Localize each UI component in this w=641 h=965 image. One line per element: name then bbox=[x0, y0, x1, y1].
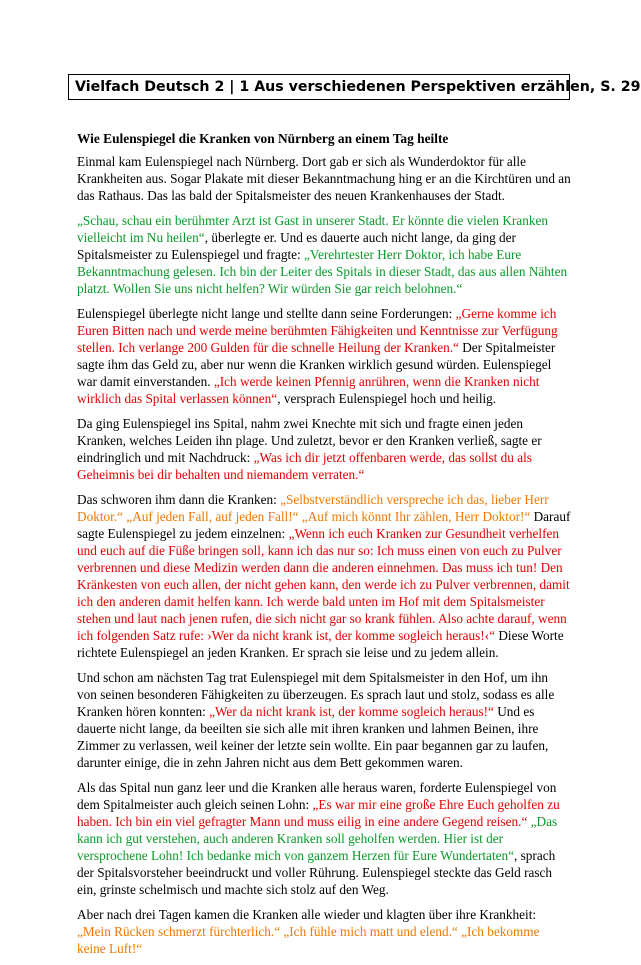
spitalsmeister-speech: „Das kann ich gut verstehen, auch anderen Kranken soll geholfen werden. Hier ist der versprochene Lohn! Ich bedanke mich von ganzem Herzen für Eure Wundertaten“ bbox=[77, 814, 558, 863]
kranke-speech: „Selbstverständlich verspreche ich das, lieber Herr Doktor.“ „Auf jeden Fall, auf jeden Fall!“ „Auf mich könnt Ihr zählen, Herr Doktor!“ bbox=[77, 492, 549, 524]
story-paragraph bbox=[77, 669, 571, 771]
narration-text: Eulenspiegel überlegte nicht lange und stellte dann seine Forderungen: bbox=[77, 306, 456, 321]
worksheet-header: Vielfach Deutsch 2 | 1 Aus verschiedenen Perspektiven erzählen, S. 29 bbox=[68, 74, 570, 100]
narration-text: Da ging Eulenspiegel ins Spital, nahm zwei Knechte mit sich und fragte einen jeden Kranken, welches Leiden ihn plage. Und zuletzt, bevor er den Kranken verließ, sagte er eindringlich und mit Nachdruck: bbox=[77, 416, 542, 465]
story-paragraph bbox=[77, 415, 571, 483]
spitalsmeister-speech: „Schau, schau ein berühmter Arzt ist Gast in unserer Stadt. Er könnte die vielen Kranken vielleicht im Nu heilen“ bbox=[77, 213, 548, 245]
narration-text: Der Spitalmeister sagte ihm das Geld zu, aber nur wenn die Kranken wirklich gesund würden. Eulenspiegel war damit einverstanden. bbox=[77, 340, 556, 389]
narration-text: Aber nach drei Tagen kamen die Kranken alle wieder und klagten über ihre Krankheit: bbox=[77, 907, 537, 922]
eulenspiegel-speech: „Wenn ich euch Kranken zur Gesundheit verhelfen und euch auf die Füße bringen soll, kann ich das nur so: Ich muss einen von euch zu Pulver verbrennen und diese Medizin werden dann die anderen einnehmen. Das muss ich tun! Den Kränkesten von euch allen, der nicht gehen kann, den werde ich zu Pulver verbrennen, damit ich den anderen damit helfen kann. Ich werde bald unten im Hof mit dem Spitalsmeister stehen und laut nach jenen rufen, die sich nicht gar so krank fühlen. Also achte darauf, wenn ich folgenden Satz rufe: ›Wer da nicht krank ist, der komme sogleich heraus!‹“ bbox=[77, 526, 570, 643]
story-paragraph bbox=[77, 212, 571, 297]
narration-text: Diese Worte richtete Eulenspiegel an jeden Kranken. Er sprach sie leise und zu jedem allein. bbox=[77, 628, 564, 660]
story-title: Wie Eulenspiegel die Kranken von Nürnberg an einem Tag heilte bbox=[77, 131, 449, 146]
story-paragraphs bbox=[77, 153, 571, 957]
story-paragraph bbox=[77, 906, 571, 957]
eulenspiegel-speech: „Ich werde keinen Pfennig anrühren, wenn die Kranken nicht wirklich das Spital verlassen können“ bbox=[77, 374, 540, 406]
narration-text: Als das Spital nun ganz leer und die Kranken alle heraus waren, forderte Eulenspiegel von dem Spitalmeister auch gleich seinen Lohn: bbox=[77, 780, 557, 812]
eulenspiegel-speech: „Es war mir eine große Ehre Euch geholfen zu haben. Ich bin ein viel gefragter Mann und muss eilig in eine andere Gegend reisen.“ bbox=[77, 797, 560, 829]
narration-text: Darauf sagte Eulenspiegel zu jedem einzelnen: bbox=[77, 509, 571, 541]
kranke-speech: „Mein Rücken schmerzt fürchterlich.“ „Ich fühle mich matt und elend.“ „Ich bekomme keine Luft!“ bbox=[77, 924, 540, 956]
narration-text: , versprach Eulenspiegel hoch und heilig. bbox=[277, 391, 497, 406]
story-paragraph bbox=[77, 153, 571, 204]
narration-text: Und es dauerte nicht lange, da beeilten sie sich alle mit ihren kranken und lahmen Beinen, ihre Zimmer zu verlassen, weil keiner der letzte sein wollte. Ein paar begannen gar zu laufen, darunter einige, die in zehn Jahren nicht aus dem Bett gekommen waren. bbox=[77, 704, 549, 770]
narration-text: Und schon am nächsten Tag trat Eulenspiegel mit dem Spitalsmeister in den Hof, um ihn von seinen besonderen Fähigkeiten zu überzeugen. Es sprach laut und stolz, sodass es alle Kranken hören konnten: bbox=[77, 670, 555, 719]
narration-text: , sprach der Spitalsvorsteher beeindruckt und voller Rührung. Eulenspiegel steckte das Geld rasch ein, grinste schelmisch und machte sich stolz auf den Weg. bbox=[77, 848, 556, 897]
eulenspiegel-speech: „Gerne komme ich Euren Bitten nach und werde meine berühmten Fähigkeiten und Kenntnisse zur Verfügung stellen. Ich verlange 200 Gulden für die schnelle Heilung der Kranken.“ bbox=[77, 306, 558, 355]
spitalsmeister-speech: „Verehrtester Herr Doktor, ich habe Eure Bekanntmachung gelesen. Ich bin der Leiter des Spitals in dieser Stadt, das aus allen Nähten platzt. Wollen Sie uns nicht helfen? Wir würden Sie gar reich belohnen.“ bbox=[77, 247, 568, 296]
story-paragraph bbox=[77, 779, 571, 898]
narration-text: Das schworen ihm dann die Kranken: bbox=[77, 492, 281, 507]
eulenspiegel-speech: „Was ich dir jetzt offenbaren werde, das sollst du als Geheimnis bei dir behalten und niemandem verraten.“ bbox=[77, 450, 532, 482]
eulenspiegel-speech: „Wer da nicht krank ist, der komme sogleich heraus!“ bbox=[209, 704, 494, 719]
story-content bbox=[77, 130, 571, 965]
story-paragraph bbox=[77, 491, 571, 661]
narration-text: Einmal kam Eulenspiegel nach Nürnberg. Dort gab er sich als Wunderdoktor für alle Krankheiten aus. Sogar Plakate mit dieser Bekanntmachung hing er an die Kirchtüren und an das Rathaus. Das las bald der Spitalsmeister des neuen Krankenhauses der Stadt. bbox=[77, 154, 571, 203]
narration-text: , überlegte er. Und es dauerte auch nicht lange, da ging der Spitalsmeister zu Eulenspiegel und fragte: bbox=[77, 230, 516, 262]
story-paragraph bbox=[77, 305, 571, 407]
